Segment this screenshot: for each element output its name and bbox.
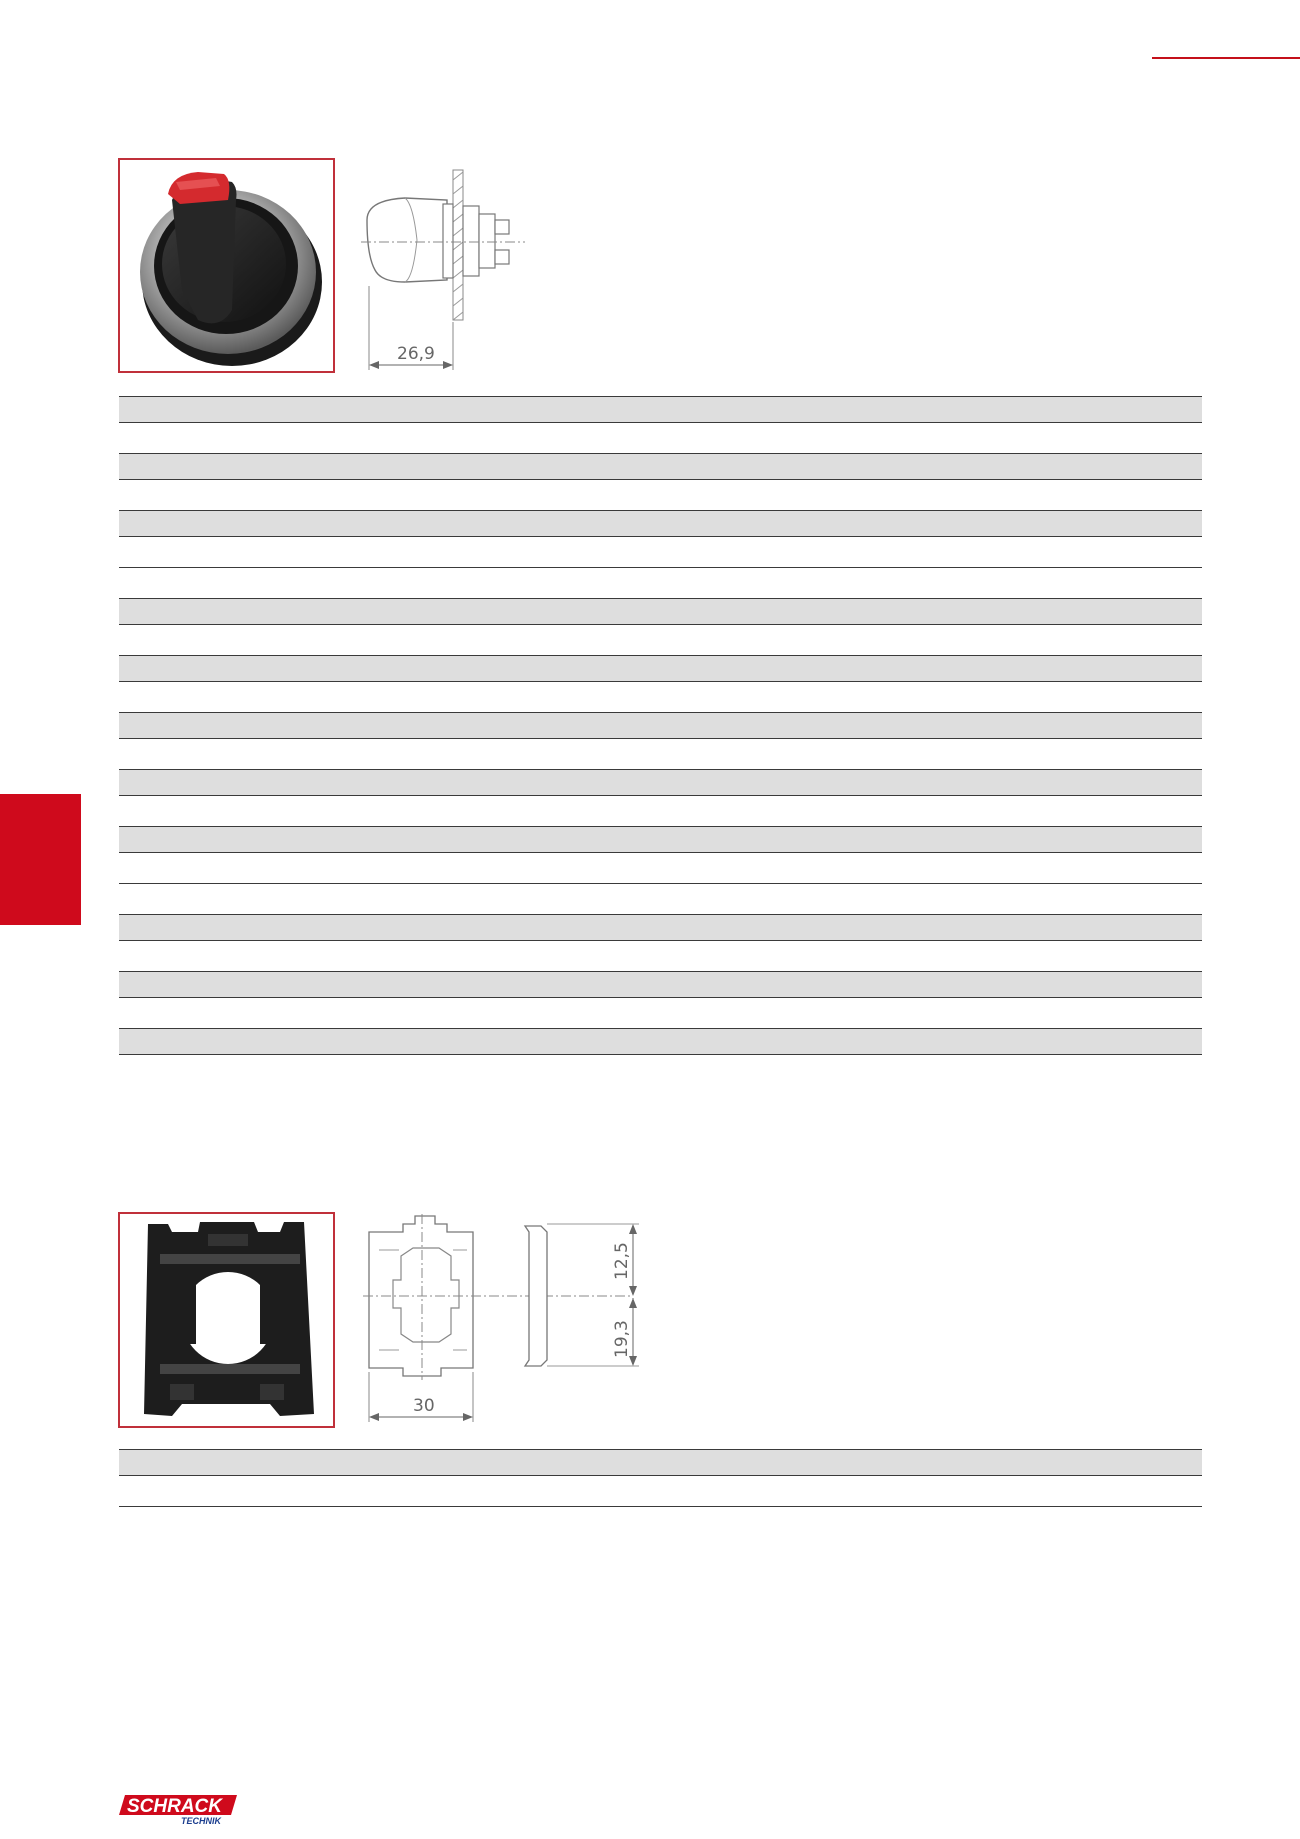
table-end-rule <box>119 1054 1202 1055</box>
chapter-side-tab <box>0 794 81 925</box>
table-row <box>119 940 1202 971</box>
table-row <box>119 655 1202 681</box>
dimension-width-label: 30 <box>413 1396 435 1416</box>
table-row <box>119 712 1202 738</box>
table-row <box>119 536 1202 567</box>
table-row <box>119 479 1202 510</box>
schrack-logo <box>119 1793 239 1827</box>
selector-switch-photo <box>118 158 335 373</box>
table-row <box>119 1449 1202 1475</box>
logo-sub-text: TECHNIK <box>181 1816 221 1826</box>
table-row <box>119 852 1202 883</box>
top-accent-rule <box>1152 57 1300 59</box>
table-row <box>119 826 1202 852</box>
table-row <box>119 510 1202 536</box>
spec-table-selector-switch <box>119 396 1202 1055</box>
table-row <box>119 567 1202 598</box>
spec-table-contact-holder <box>119 1449 1202 1507</box>
table-row <box>119 795 1202 826</box>
selector-switch-icon <box>120 160 333 371</box>
selector-switch-drawing <box>355 160 535 380</box>
contact-holder-photo <box>118 1212 335 1428</box>
table-row <box>119 681 1202 712</box>
table-row <box>119 422 1202 453</box>
table-end-rule <box>119 1506 1202 1507</box>
table-row <box>119 997 1202 1028</box>
table-row <box>119 769 1202 795</box>
table-row <box>119 971 1202 997</box>
contact-holder-icon <box>120 1214 333 1426</box>
table-row <box>119 1475 1202 1506</box>
table-row <box>119 914 1202 940</box>
dimension-width-label: 26,9 <box>397 344 435 364</box>
table-row <box>119 883 1202 914</box>
logo-main-text: SCHRACK <box>127 1796 222 1817</box>
dimension-upper-label: 12,5 <box>612 1242 632 1280</box>
table-row <box>119 396 1202 422</box>
contact-holder-drawing <box>355 1210 655 1435</box>
table-row <box>119 598 1202 624</box>
dimension-lower-label: 19,3 <box>612 1320 632 1358</box>
table-row <box>119 624 1202 655</box>
table-row <box>119 1028 1202 1054</box>
table-row <box>119 738 1202 769</box>
table-row <box>119 453 1202 479</box>
